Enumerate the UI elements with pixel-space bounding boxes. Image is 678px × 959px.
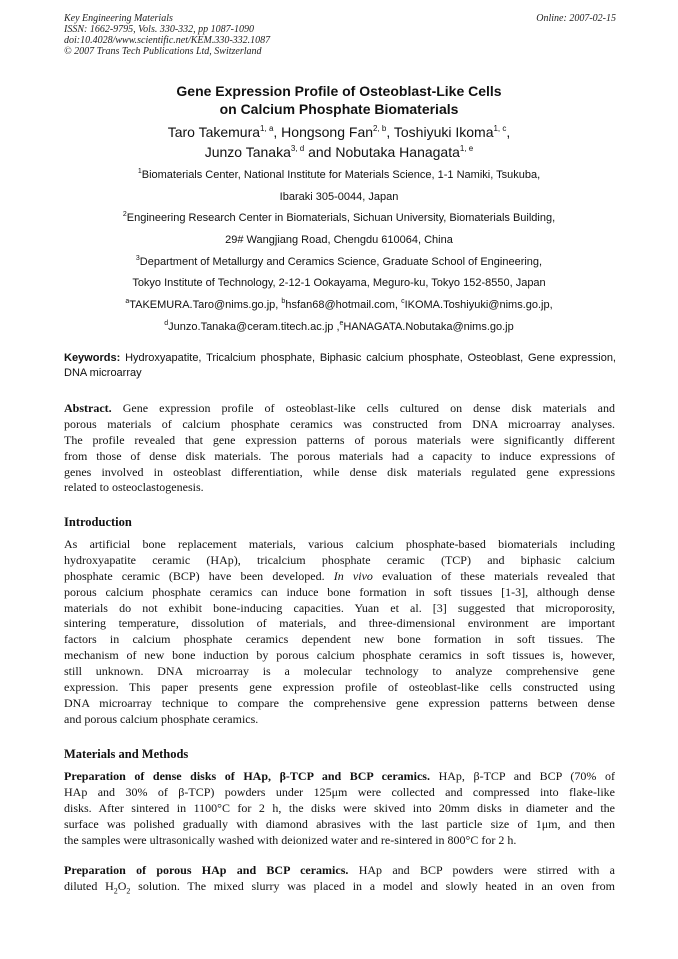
affil-text: Department of Metallurgy and Ceramics Science, Graduate School of Engineering, (139, 255, 543, 268)
introduction-heading: Introduction (64, 515, 132, 529)
keywords-text: Hydroxyapatite, Tricalcium phosphate, Biphasic calcium phosphate, Osteoblast, Gene expression, DNA microarray (64, 352, 616, 379)
title-line-2: on Calcium Phosphate Biomaterials (219, 101, 459, 117)
body-text: HAp and BCP powders were stirred with a (358, 863, 616, 877)
email-address[interactable]: hsfan68@hotmail.com, (285, 299, 398, 312)
affil-mark: 3 (135, 254, 140, 262)
body-text: solution. The mixed slurry was placed in a model and slowly heated in an oven from (130, 878, 616, 893)
affiliation-2-line-2: 29# Wangjiang Road, Chengdu 610064, China (225, 234, 453, 247)
subscript: 2 (126, 886, 131, 896)
abstract-line: The profile revealed that gene expression patterns of porous materials were significantly different (64, 432, 615, 447)
journal-name: Key Engineering Materials (64, 13, 173, 24)
affil-text: Engineering Research Center in Biomaterials, Sichuan University, Biomaterials Building, (126, 212, 556, 225)
keywords-section (64, 351, 616, 381)
abstract-section (64, 401, 615, 496)
body-text: diluted H (64, 878, 114, 893)
affil-mark: 1 (137, 168, 142, 175)
author-affil-mark: 2, b (373, 124, 387, 133)
subsection-title: Preparation of porous HAp and BCP ceramics. (64, 863, 349, 877)
issn-line: ISSN: 1662-9795, Vols. 330-332, pp 1087-1090 (64, 24, 254, 35)
body-italic: In vivo (333, 568, 373, 583)
author-affil-mark: 1, c (493, 124, 507, 133)
abstract-line: porous materials of calcium phosphate ceramics was constructed from DNA microarray analyses. (64, 416, 615, 431)
author-affil-mark: 3, d (290, 144, 305, 153)
body-line: factors in calcium phosphate ceramics dependent new bone formation in soft tissues. The (64, 632, 615, 647)
email-mark: b (281, 298, 286, 306)
body-text: HAp, β-TCP and BCP (70% of (438, 769, 615, 783)
abstract-label: Abstract. (64, 401, 112, 415)
body-line: materials do not exhibit bone-inducing capacities. Yuan et al. [3] suggested that microporosity, (64, 600, 615, 615)
body-line: and porous calcium phosphate ceramics. (64, 711, 259, 726)
email-mark: c (401, 298, 405, 306)
introduction-body (64, 537, 615, 728)
author-name: Taro Takemura (167, 124, 261, 140)
copyright-line: © 2007 Trans Tech Publications Ltd, Switzerland (64, 46, 262, 57)
email-address[interactable]: IKOMA.Toshiyuki@nims.go.jp, (404, 299, 553, 312)
affil-text: Biomaterials Center, National Institute for Materials Science, 1-1 Namiki, Tsukuba, (141, 169, 541, 181)
paper-title (64, 82, 614, 118)
abstract-line: related to osteoclastogenesis. (64, 480, 204, 495)
email-line-2 (64, 317, 614, 339)
journal-header (64, 13, 616, 57)
body-line: still unknown. DNA microarray is a molecular technology to analyze comprehensive gene (64, 664, 615, 679)
methods-paragraph-1 (64, 769, 615, 848)
author-name: Nobutaka Hanagata (335, 144, 460, 160)
keywords-label: Keywords: (64, 352, 121, 364)
body-line: HAp and 30% of β-TCP) powders under 125μm were collected and compressed into flake-like (64, 784, 615, 799)
abstract-line: from those of dense disk materials. The porous materials had a capacity to induce expressions of (64, 448, 615, 463)
email-mark: e (339, 319, 344, 327)
affiliation-list (64, 165, 614, 339)
body-line: DNA microarray technique to compare the comprehensive gene expression patterns between dense (64, 695, 615, 710)
affil-mark: 2 (122, 211, 127, 219)
email-address[interactable]: Junzo.Tanaka@ceram.titech.ac.jp , (168, 320, 340, 333)
body-text: evaluation of these materials revealed that (382, 568, 616, 583)
body-text: phosphate ceramic (BCP) have been developed. (64, 568, 325, 583)
email-mark: d (164, 319, 169, 327)
body-line: sintering temperature, dissolution of materials, and three-dimensional environment are important (64, 616, 615, 631)
methods-heading: Materials and Methods (64, 747, 189, 761)
body-line: As artificial bone replacement materials, various calcium phosphate-based biomaterials including (64, 537, 615, 551)
author-name: Toshiyuki Ikoma (393, 124, 494, 140)
abstract-line: genes involved in osteoblast differentiation, while dense disk materials regulated gene expressions (64, 464, 615, 479)
abstract-line (64, 401, 615, 417)
author-list (64, 122, 614, 162)
body-line: the samples were ultrasonically washed with deionized water and re-sintered in 800°C for 2 h. (64, 832, 517, 847)
body-line (64, 863, 615, 879)
affiliation-3-line-1 (64, 252, 614, 274)
body-line: porous calcium phosphate ceramics can induce bone formation in soft tissues [1-3], although dense (64, 584, 615, 599)
affiliation-2-line-1 (64, 208, 614, 230)
author-line-2 (64, 142, 614, 162)
body-line: hydroxyapatite ceramic (HAp), tricalcium phosphate ceramic (TCP) and biphasic calcium (64, 552, 615, 567)
body-line: disks. After sintered in 1100°C for 2 h, the disks were skived into 20mm disks in diameter and the (64, 800, 615, 815)
affiliation-3-line-2: Tokyo Institute of Technology, 2-12-1 Ookayama, Meguro-ku, Tokyo 152-8550, Japan (132, 277, 546, 290)
subsection-title: Preparation of dense disks of HAp, β-TCP and BCP ceramics. (64, 769, 430, 783)
body-line (64, 879, 615, 895)
title-line-1: Gene Expression Profile of Osteoblast-Like Cells (176, 83, 502, 99)
author-conjunction: and (308, 144, 332, 160)
email-mark: a (125, 298, 130, 306)
author-line-1: Taro Takemura$^{1, a}$, Hongsong Fan$^{2, b}$, Toshiyuki Ikoma$^{1, c}$, (167, 124, 511, 140)
email-address[interactable]: TAKEMURA.Taro@nims.go.jp, (129, 299, 279, 312)
affiliation-1-line-1 (64, 165, 614, 187)
affiliation-1-line-2: Ibaraki 305-0044, Japan (279, 190, 399, 203)
author-name: Hongsong Fan (281, 124, 374, 140)
body-line (64, 769, 615, 785)
online-date: Online: 2007-02-15 (536, 13, 616, 24)
email-address[interactable]: HANAGATA.Nobutaka@nims.go.jp (343, 320, 514, 333)
body-text: O (117, 878, 127, 893)
body-line (64, 569, 615, 585)
doi-line: doi:10.4028/www.scientific.net/KEM.330-332.1087 (64, 35, 271, 46)
author-name: Junzo Tanaka (204, 144, 291, 160)
subscript: 2 (113, 886, 118, 896)
author-affil-mark: 1, e (459, 144, 474, 153)
email-line-1 (64, 295, 614, 317)
author-affil-mark: 1, a (260, 124, 274, 133)
abstract-text: Gene expression profile of osteoblast-like cells cultured on dense disk materials and (122, 401, 616, 415)
methods-paragraph-2 (64, 863, 615, 895)
body-line: mechanism of new bone induction by porous calcium phosphate ceramics in soft tissues is, however, (64, 648, 615, 663)
body-line: surface was polished gradually with diamond abrasives with the last particle size of 1μm, and then (64, 816, 615, 831)
body-line: expression. This paper presents gene expression profile of osteoblast-like cells constructed using (64, 680, 615, 695)
